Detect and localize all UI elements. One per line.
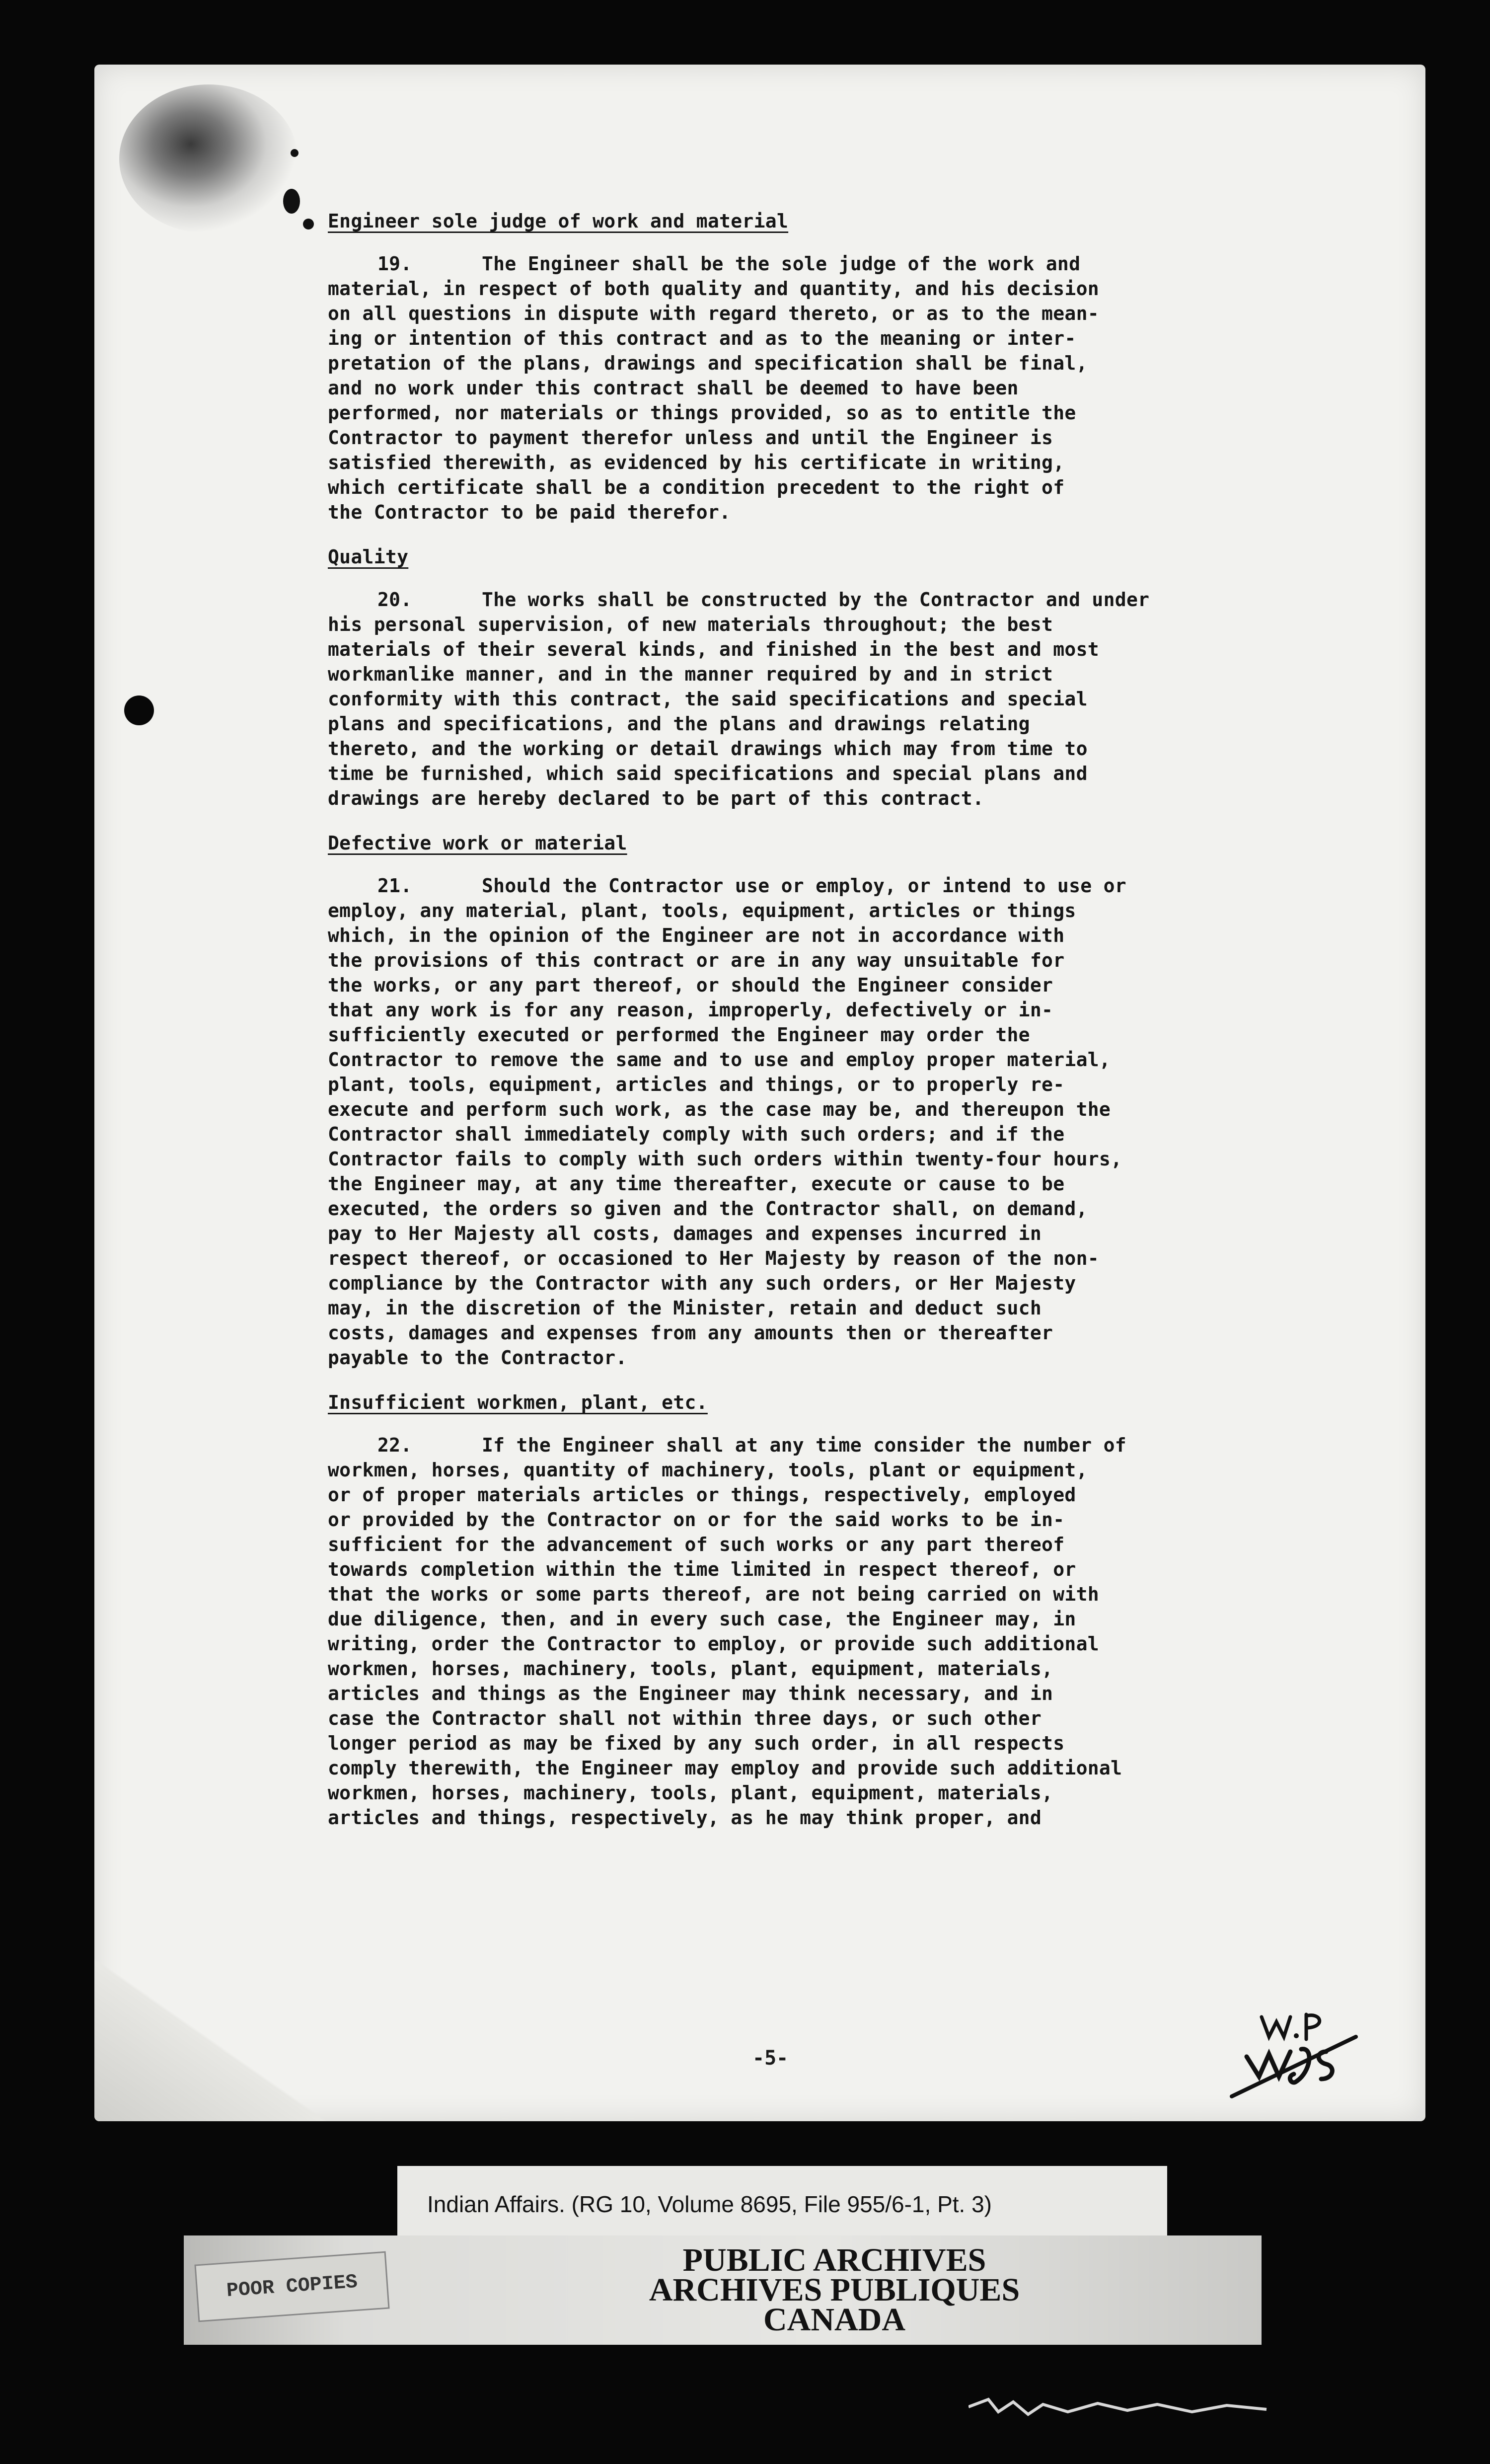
paragraph-line <box>328 687 1316 711</box>
paragraph-line <box>328 1022 1316 1047</box>
line-text: pay to Her Majesty all costs, damages and expenses incurred in <box>328 1223 1042 1244</box>
line-text: sufficient for the advancement of such works or any part thereof <box>328 1534 1065 1555</box>
line-text: on all questions in dispute with regard thereto, or as to the mean- <box>328 303 1099 324</box>
paragraph-line <box>328 736 1316 761</box>
paragraph-line <box>328 1221 1316 1246</box>
section-heading: Defective work or material <box>328 832 627 854</box>
paragraph-line <box>328 973 1316 998</box>
paragraph-line <box>328 711 1316 736</box>
paragraph-line <box>328 923 1316 948</box>
paragraph-line <box>328 1507 1316 1532</box>
line-text: Contractor to payment therefor unless and until the Engineer is <box>328 427 1053 449</box>
line-text: respect thereof, or occasioned to Her Majesty by reason of the non- <box>328 1247 1099 1269</box>
paragraph-line <box>328 1147 1316 1171</box>
line-text: workmen, horses, quantity of machinery, tools, plant or equipment, <box>328 1459 1088 1481</box>
ink-speck <box>283 189 300 214</box>
ink-speck <box>303 219 314 230</box>
line-text: Contractor fails to comply with such orders within twenty-four hours, <box>328 1148 1122 1170</box>
line-text: and no work under this contract shall be deemed to have been <box>328 377 1019 399</box>
line-text: which, in the opinion of the Engineer are not in accordance with <box>328 924 1065 946</box>
archive-reference-label <box>397 2166 1167 2243</box>
paragraph-line <box>328 1047 1316 1072</box>
paragraph-line <box>328 637 1316 662</box>
line-text: the Contractor to be paid therefor. <box>328 501 731 523</box>
paragraph-line <box>328 251 1316 276</box>
paragraph-line <box>328 1196 1316 1221</box>
paragraph-line <box>328 1122 1316 1147</box>
folded-corner <box>94 1932 333 2121</box>
punch-hole <box>124 695 154 725</box>
paragraph-line <box>328 351 1316 376</box>
line-text: his personal supervision, of new materials throughout; the best <box>328 614 1053 635</box>
line-text: compliance by the Contractor with any such orders, or Her Majesty <box>328 1272 1076 1294</box>
paragraph-line <box>328 786 1316 811</box>
line-text: due diligence, then, and in every such case, the Engineer may, in <box>328 1608 1076 1630</box>
line-text: articles and things as the Engineer may think necessary, and in <box>328 1683 1053 1704</box>
line-text: thereto, and the working or detail drawings which may from time to <box>328 738 1088 760</box>
line-text: or of proper materials articles or things, respectively, employed <box>328 1484 1076 1506</box>
paragraph-line <box>328 662 1316 687</box>
line-text: workmen, horses, machinery, tools, plant, equipment, materials, <box>328 1782 1053 1804</box>
paragraph-line <box>328 450 1316 475</box>
paragraph-line <box>328 612 1316 637</box>
line-text: Contractor shall immediately comply with such orders; and if the <box>328 1123 1065 1145</box>
paragraph-line <box>328 1171 1316 1196</box>
line-text: articles and things, respectively, as he may think proper, and <box>328 1807 1042 1829</box>
section-heading: Insufficient workmen, plant, etc. <box>328 1391 708 1413</box>
paragraph-line <box>328 948 1316 973</box>
archive-line-country: CANADA <box>763 2302 905 2338</box>
line-text: the provisions of this contract or are in any way unsuitable for <box>328 949 1065 971</box>
line-text: material, in respect of both quality and quantity, and his decision <box>328 278 1099 300</box>
film-edge-marks <box>968 2385 1276 2429</box>
paragraph-line <box>328 1780 1316 1805</box>
paragraph-line <box>328 475 1316 500</box>
line-text: may, in the discretion of the Minister, retain and deduct such <box>328 1297 1042 1319</box>
paragraph-line <box>328 1631 1316 1656</box>
paragraph-line <box>328 276 1316 301</box>
line-text: case the Contractor shall not within three days, or such other <box>328 1707 1042 1729</box>
paragraph-line <box>328 873 1316 898</box>
line-text: pretation of the plans, drawings and specification shall be final, <box>328 352 1088 374</box>
poor-copies-stamp: POOR COPIES <box>194 2251 389 2322</box>
clause-number: 22. <box>377 1434 412 1456</box>
line-text: performed, nor materials or things provided, so as to entitle the <box>328 402 1076 424</box>
line-text: sufficiently executed or performed the Engineer may order the <box>328 1024 1030 1046</box>
line-text: Should the Contractor use or employ, or intend to use or <box>482 875 1126 897</box>
paragraph-line <box>328 1532 1316 1557</box>
contract-section <box>328 209 1316 525</box>
paragraph-line <box>328 1756 1316 1780</box>
line-text: ing or intention of this contract and as to the meaning or inter- <box>328 327 1076 349</box>
line-text: payable to the Contractor. <box>328 1347 627 1369</box>
line-text: execute and perform such work, as the case may be, and thereupon the <box>328 1098 1111 1120</box>
paragraph-line <box>328 587 1316 612</box>
paragraph-line <box>328 400 1316 425</box>
paragraph-line <box>328 1097 1316 1122</box>
line-text: workmanlike manner, and in the manner required by and in strict <box>328 663 1053 685</box>
line-text: drawings are hereby declared to be part of this contract. <box>328 787 984 809</box>
ink-stain <box>119 84 298 233</box>
line-text: If the Engineer shall at any time consider the number of <box>482 1434 1126 1456</box>
clause-number: 20. <box>377 589 412 611</box>
contract-section <box>328 1390 1316 1830</box>
archive-reference: Indian Affairs. (RG 10, Volume 8695, File 955/6-1, Pt. 3) <box>427 2191 992 2217</box>
line-text: comply therewith, the Engineer may employ and provide such additional <box>328 1757 1122 1779</box>
paragraph-line <box>328 1731 1316 1756</box>
clause-number: 21. <box>377 875 412 897</box>
paragraph-line <box>328 1805 1316 1830</box>
line-text: towards completion within the time limited in respect thereof, or <box>328 1558 1076 1580</box>
paragraph-line <box>328 1607 1316 1631</box>
page-number: -5- <box>752 2047 789 2070</box>
section-heading: Quality <box>328 546 409 568</box>
paragraph-line <box>328 1433 1316 1458</box>
contract-section <box>328 831 1316 1370</box>
paragraph-line <box>328 898 1316 923</box>
paragraph-line <box>328 1557 1316 1582</box>
line-text: the Engineer may, at any time thereafter, execute or cause to be <box>328 1173 1065 1195</box>
paragraph-line <box>328 301 1316 326</box>
line-text: plans and specifications, and the plans and drawings relating <box>328 713 1030 735</box>
line-text: satisfied therewith, as evidenced by his certificate in writing, <box>328 452 1065 473</box>
line-text: or provided by the Contractor on or for the said works to be in- <box>328 1509 1065 1531</box>
line-text: that the works or some parts thereof, are not being carried on with <box>328 1583 1099 1605</box>
paragraph-line <box>328 376 1316 400</box>
contract-text <box>328 209 1316 1850</box>
paragraph-line <box>328 326 1316 351</box>
paragraph-line <box>328 425 1316 450</box>
paragraph-line <box>328 1458 1316 1482</box>
line-text: conformity with this contract, the said specifications and special <box>328 688 1088 710</box>
clause-number: 19. <box>377 253 412 275</box>
paragraph-line <box>328 1296 1316 1320</box>
handwritten-initials <box>1227 2002 1376 2101</box>
paragraph-line <box>328 500 1316 525</box>
line-text: executed, the orders so given and the Contractor shall, on demand, <box>328 1198 1088 1220</box>
line-text: the works, or any part thereof, or should the Engineer consider <box>328 974 1053 996</box>
paragraph-line <box>328 1320 1316 1345</box>
line-text: that any work is for any reason, improperly, defectively or in- <box>328 999 1053 1021</box>
line-text: longer period as may be fixed by any such order, in all respects <box>328 1732 1065 1754</box>
archive-line-english: PUBLIC ARCHIVES <box>682 2242 986 2278</box>
paragraph-line <box>328 998 1316 1022</box>
line-text: writing, order the Contractor to employ, or provide such additional <box>328 1633 1099 1655</box>
paragraph-line <box>328 1246 1316 1271</box>
paragraph-line <box>328 1271 1316 1296</box>
line-text: plant, tools, equipment, articles and things, or to properly re- <box>328 1074 1065 1095</box>
paragraph-line <box>328 761 1316 786</box>
paragraph-line <box>328 1345 1316 1370</box>
archive-line-french: ARCHIVES PUBLIQUES <box>649 2272 1020 2308</box>
line-text: costs, damages and expenses from any amounts then or thereafter <box>328 1322 1053 1344</box>
line-text: materials of their several kinds, and finished in the best and most <box>328 638 1099 660</box>
paragraph-line <box>328 1072 1316 1097</box>
line-text: Contractor to remove the same and to use and employ proper material, <box>328 1049 1111 1071</box>
paragraph-line <box>328 1582 1316 1607</box>
line-text: workmen, horses, machinery, tools, plant, equipment, materials, <box>328 1658 1053 1680</box>
paragraph-line <box>328 1681 1316 1706</box>
line-text: time be furnished, which said specifications and special plans and <box>328 763 1088 784</box>
paragraph-line <box>328 1656 1316 1681</box>
ink-speck <box>291 149 298 157</box>
line-text: employ, any material, plant, tools, equipment, articles or things <box>328 900 1076 922</box>
paragraph-line <box>328 1482 1316 1507</box>
archive-name <box>611 2242 1058 2338</box>
paragraph-line <box>328 1706 1316 1731</box>
contract-section <box>328 544 1316 811</box>
section-heading: Engineer sole judge of work and material <box>328 210 789 232</box>
line-text: The Engineer shall be the sole judge of the work and <box>482 253 1081 275</box>
line-text: The works shall be constructed by the Contractor and under <box>482 589 1150 611</box>
line-text: which certificate shall be a condition precedent to the right of <box>328 476 1065 498</box>
